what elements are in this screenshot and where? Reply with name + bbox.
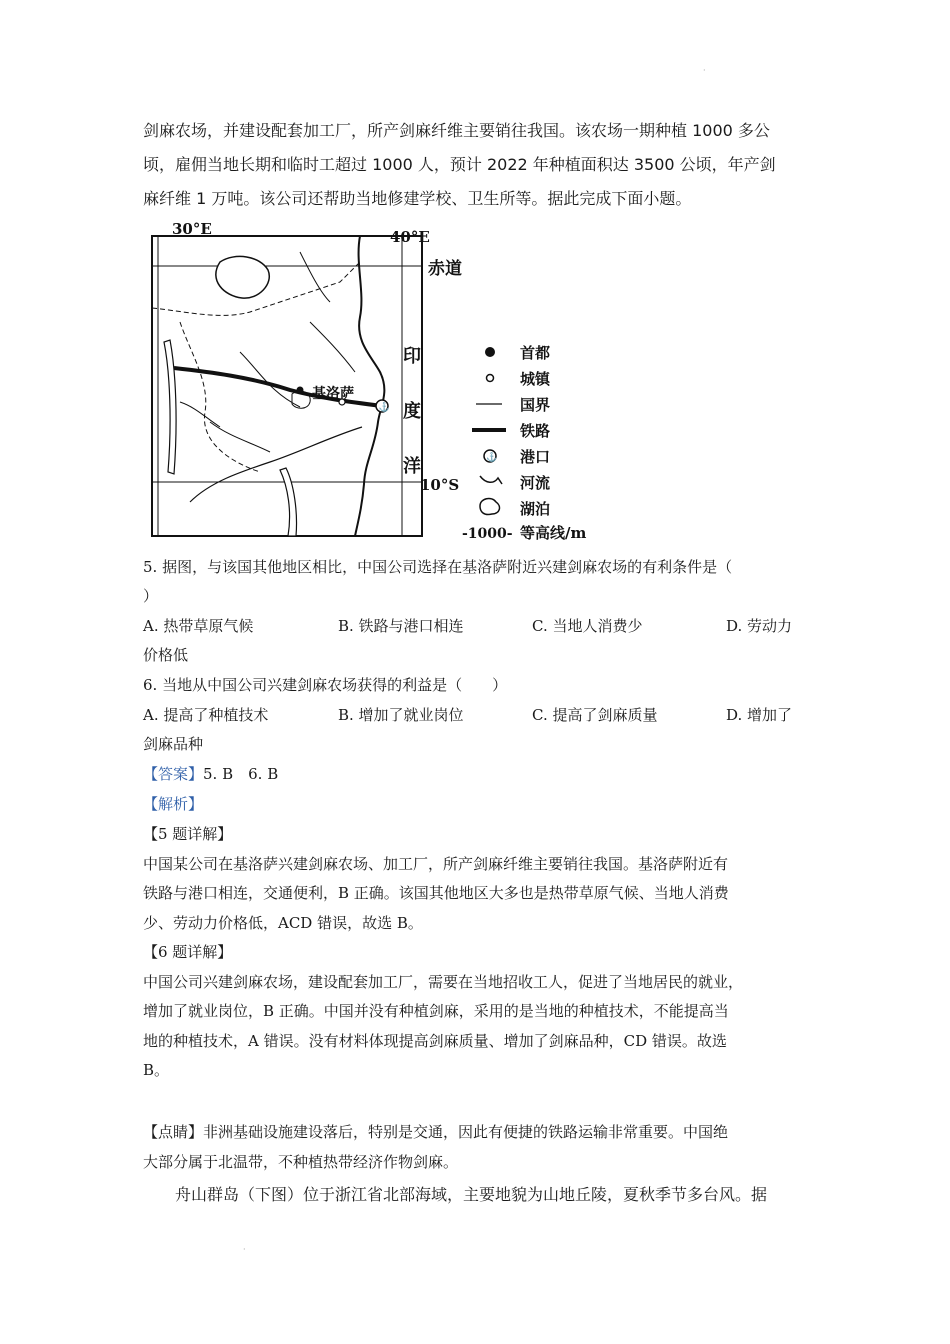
detail-line: 中国公司兴建剑麻农场，建设配套加工厂，需要在当地招收工人，促进了当地居民的就业， bbox=[143, 972, 744, 991]
intro-line: 剑麻农场，并建设配套加工厂，所产剑麻纤维主要销往我国。该农场一期种植 1000 多公 bbox=[143, 121, 770, 140]
river-icon bbox=[480, 476, 502, 484]
equator-label: 赤道 bbox=[428, 259, 462, 279]
option-d[interactable]: D. 增加了 bbox=[726, 706, 793, 724]
legend-label: 湖泊 bbox=[520, 500, 551, 518]
lat-label: 10°S bbox=[420, 476, 460, 494]
question-5-line: 5. 据图，与该国其他地区相比，中国公司选择在基洛萨附近兴建剑麻农场的有利条件是（ bbox=[143, 558, 733, 576]
legend-label: 铁路 bbox=[520, 422, 551, 440]
ocean-label-char: 洋 bbox=[403, 456, 421, 477]
capital-icon bbox=[297, 387, 304, 394]
legend-label: 城镇 bbox=[520, 370, 551, 388]
tip-line: 大部分属于北温带，不种植热带经济作物剑麻。 bbox=[143, 1152, 459, 1171]
detail-6 bbox=[143, 938, 813, 1086]
ocean-label-char: 度 bbox=[403, 401, 421, 422]
option-b[interactable]: B. 增加了就业岗位 bbox=[338, 706, 464, 724]
intro-paragraph bbox=[143, 114, 813, 216]
map-svg bbox=[150, 222, 590, 547]
detail-line: B。 bbox=[143, 1061, 170, 1079]
map-legend bbox=[462, 344, 586, 542]
detail-title: 【5 题详解】 bbox=[143, 825, 233, 843]
scan-speck: · bbox=[703, 66, 706, 75]
detail-5 bbox=[143, 820, 813, 938]
legend-label: 河流 bbox=[520, 474, 551, 492]
tip-line: 【点睛】非洲基础设施建设落后，特别是交通，因此有便捷的铁路运输非常重要。中国绝 bbox=[143, 1123, 729, 1141]
option-d-wrap: 剑麻品种 bbox=[143, 735, 204, 753]
option-c[interactable]: C. 当地人消费少 bbox=[532, 617, 643, 635]
question-6-options bbox=[143, 701, 813, 761]
option-b[interactable]: B. 铁路与港口相连 bbox=[338, 617, 464, 635]
lake-icon bbox=[480, 499, 499, 515]
question-5-line: ） bbox=[143, 587, 159, 605]
intro-line: 顷，雇佣当地长期和临时工超过 1000 人，预计 2022 年种植面积达 3500 公顷，年产剑 bbox=[143, 155, 776, 174]
scan-speck: · bbox=[243, 1245, 246, 1254]
detail-line: 中国某公司在基洛萨兴建剑麻农场、加工厂，所产剑麻纤维主要销往我国。基洛萨附近有 bbox=[143, 854, 729, 873]
intro-line: 麻纤维 1 万吨。该公司还帮助当地修建学校、卫生所等。据此完成下面小题。 bbox=[143, 189, 692, 208]
port-anchor-icon: ⚓ bbox=[378, 403, 390, 413]
question-5-options bbox=[143, 612, 813, 672]
capital-icon bbox=[485, 347, 495, 357]
detail-line: 增加了就业岗位，B 正确。中国并没有种植剑麻，采用的是当地的种植技术，不能提高当 bbox=[143, 1002, 729, 1020]
legend-label: 港口 bbox=[520, 448, 551, 466]
analysis-label: 【解析】 bbox=[143, 795, 204, 813]
legend-label: 等高线/m bbox=[520, 524, 587, 542]
answer-label: 【答案】 bbox=[143, 765, 204, 783]
answer-text: 5. B 6. B bbox=[203, 765, 279, 783]
lon-left-label: 30°E bbox=[172, 222, 212, 238]
detail-line: 少、劳动力价格低，ACD 错误，故选 B。 bbox=[143, 913, 423, 932]
next-question-intro: 舟山群岛（下图）位于浙江省北部海域，主要地貌为山地丘陵，夏秋季节多台风。据 bbox=[175, 1185, 768, 1204]
option-d-wrap: 价格低 bbox=[143, 646, 189, 664]
detail-title: 【6 题详解】 bbox=[143, 943, 233, 961]
answer-row bbox=[143, 760, 278, 789]
contour-icon: -1000- bbox=[462, 526, 513, 542]
question-6-stem: 6. 当地从中国公司兴建剑麻农场获得的利益是（ ） bbox=[143, 676, 508, 694]
lon-right-label: 40°E bbox=[390, 228, 430, 246]
option-a[interactable]: A. 提高了种植技术 bbox=[143, 706, 269, 724]
question-5-stem bbox=[143, 553, 813, 611]
port-anchor-icon: ⚓ bbox=[486, 453, 498, 463]
option-c[interactable]: C. 提高了剑麻质量 bbox=[532, 706, 658, 724]
option-d[interactable]: D. 劳动力 bbox=[726, 617, 793, 635]
town-icon bbox=[487, 375, 494, 382]
ocean-label-char: 印 bbox=[403, 346, 421, 367]
legend-label: 首都 bbox=[520, 344, 551, 362]
city-label-kilosa: 基洛萨 bbox=[312, 386, 354, 402]
kenya-tanzania-map bbox=[150, 222, 590, 547]
detail-line: 铁路与港口相连，交通便利，B 正确。该国其他地区大多也是热带草原气候、当地人消费 bbox=[143, 884, 729, 902]
detail-line: 地的种植技术，A 错误。没有材料体现提高剑麻质量、增加了剑麻品种，CD 错误。故选 bbox=[143, 1031, 727, 1050]
legend-label: 国界 bbox=[520, 396, 551, 414]
option-a[interactable]: A. 热带草原气候 bbox=[143, 617, 254, 635]
tip-section bbox=[143, 1118, 813, 1177]
